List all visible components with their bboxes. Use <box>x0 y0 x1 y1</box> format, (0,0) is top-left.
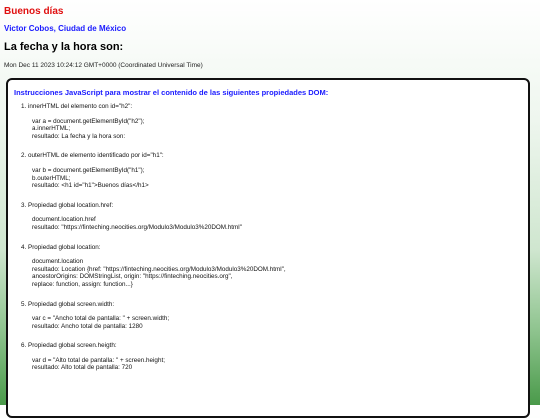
dom-instructions-panel <box>6 78 530 418</box>
list-item <box>28 152 520 189</box>
code-line: var d = "Alto total de pantalla: " + screen.height; <box>32 356 165 364</box>
list-item <box>28 342 520 372</box>
author-line: Victor Cobos, Ciudad de México <box>4 24 127 33</box>
list-item <box>28 244 520 289</box>
code-line: resultado: La fecha y la hora son: <box>32 132 126 140</box>
list-item <box>28 202 520 232</box>
code-line: a.innerHTML; <box>32 125 71 133</box>
list-item-heading: 2. outerHTML de elemento identificado por id="h1": <box>28 152 164 160</box>
code-line: document.location.href <box>32 216 96 224</box>
list-item <box>28 301 520 331</box>
code-line: var b = document.getElementById("h1"); <box>32 166 145 174</box>
code-line: resultado: <h1 id="h1">Buenos días</h1> <box>32 182 149 190</box>
current-datetime: Mon Dec 11 2023 10:24:12 GMT+0000 (Coordinated Universal Time) <box>4 62 203 69</box>
code-line: resultado: Location {href: "https://finteching.neocities.org/Modulo3/Modulo3%20DOM.html", <box>32 265 286 273</box>
list-item-heading: 4. Propiedad global location: <box>28 243 101 251</box>
instructions-list <box>14 103 520 372</box>
code-line: document.location <box>32 258 84 266</box>
code-line: var a = document.getElementById("h2"); <box>32 117 145 125</box>
code-line: b.outerHTML; <box>32 174 71 182</box>
code-line: ancestorOrigins: DOMStringList, origin: "https://finteching.neocities.org", <box>32 273 233 281</box>
panel-title: Instrucciones JavaScript para mostrar el contenido de las siguientes propiedades DOM: <box>14 88 329 97</box>
list-item-heading: 6. Propiedad global screen.heigth: <box>28 342 117 350</box>
list-item-heading: 3. Propiedad global location.href: <box>28 201 114 209</box>
code-line: var c = "Ancho total de pantalla: " + screen.width; <box>32 315 170 323</box>
list-item-heading: 1. innerHTML del elemento con id="h2": <box>28 103 133 110</box>
page-heading-greeting: Buenos días <box>4 6 64 17</box>
code-line: replace: function, assign: function...} <box>32 280 133 288</box>
code-line: resultado: "https://finteching.neocities.org/Modulo3/Modulo3%20DOM.html" <box>32 223 242 231</box>
list-item-heading: 5. Propiedad global screen.width: <box>28 300 115 308</box>
list-item <box>28 103 520 140</box>
date-time-heading: La fecha y la hora son: <box>4 41 124 53</box>
code-line: resultado: Alto total de pantalla: 720 <box>32 364 133 372</box>
code-line: resultado: Ancho total de pantalla: 1280 <box>32 322 143 330</box>
